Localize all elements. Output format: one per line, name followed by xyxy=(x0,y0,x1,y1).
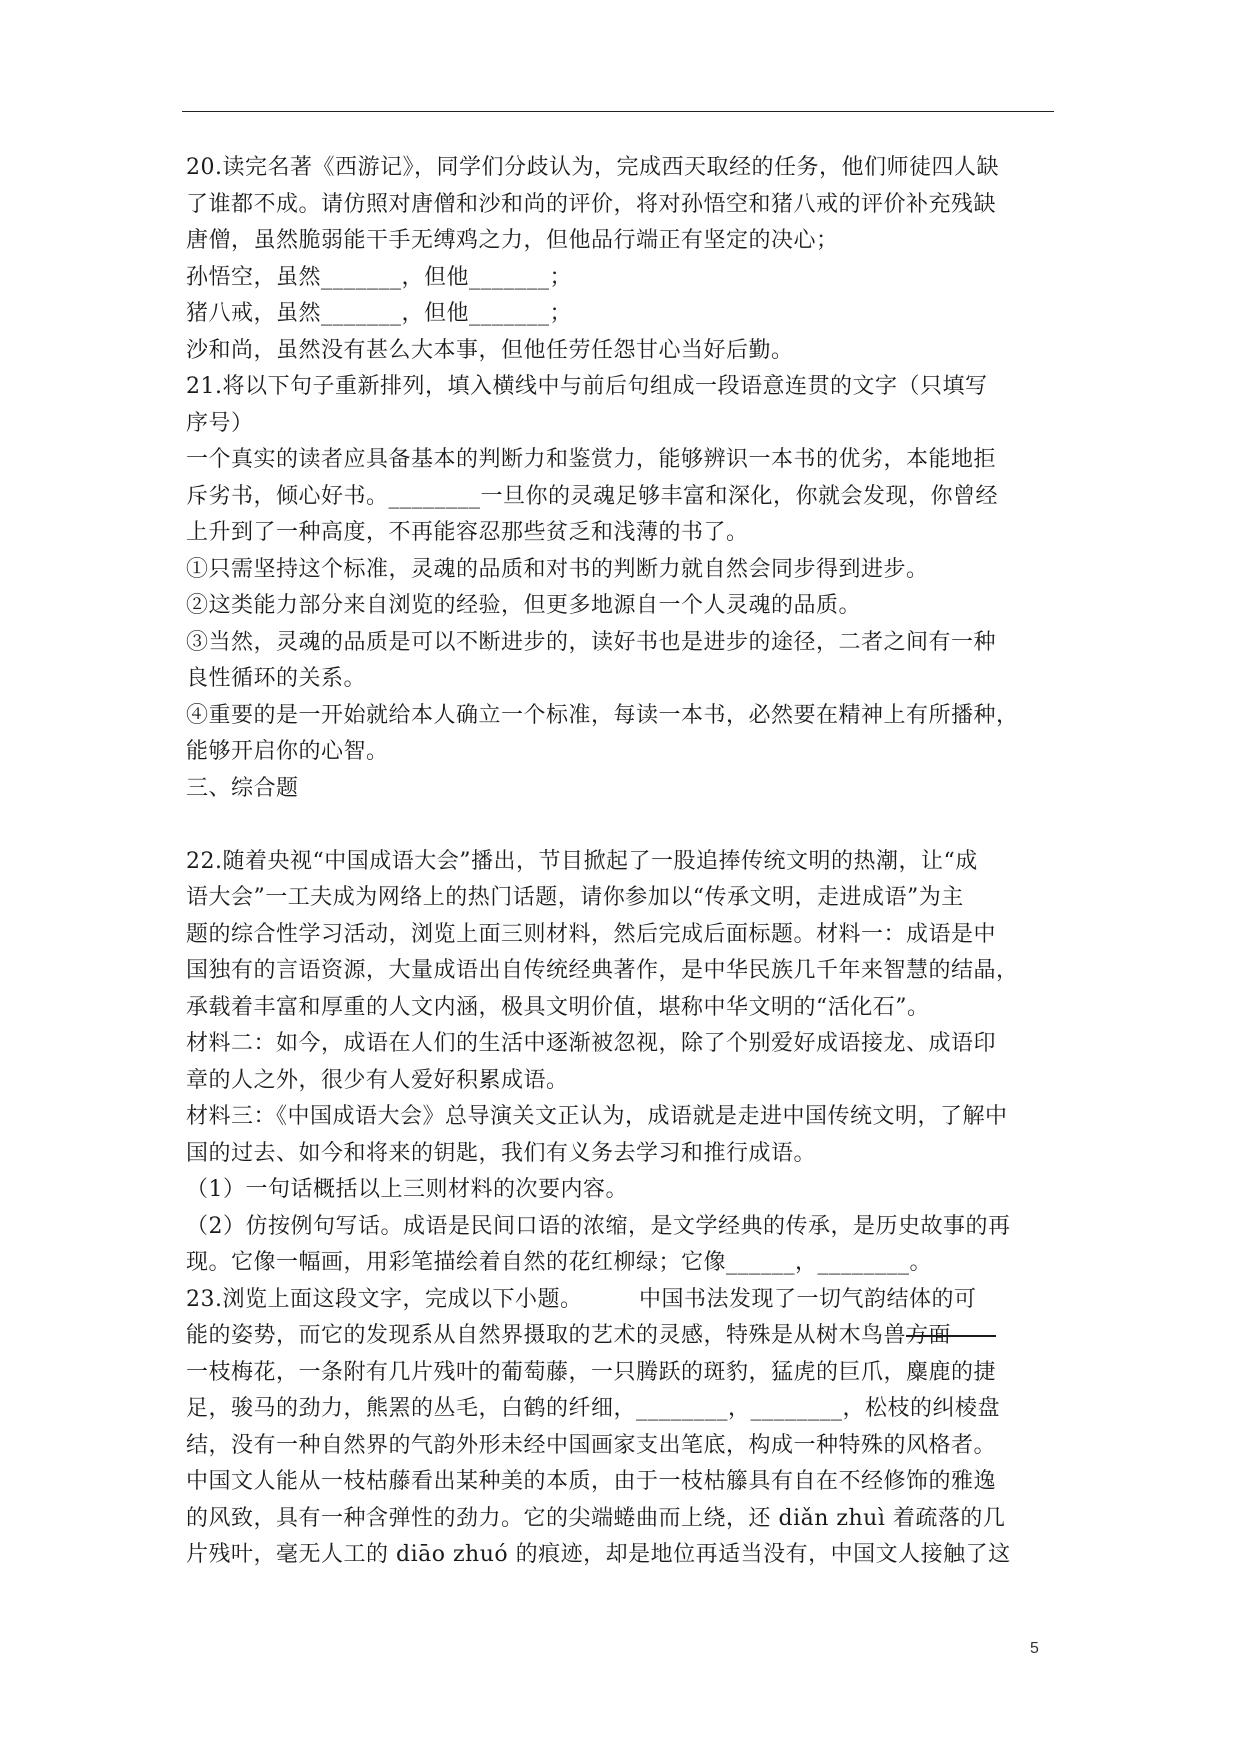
q21-option-4b: 能够开启你的心智。 xyxy=(186,739,389,764)
page-number: 5 xyxy=(1030,1640,1039,1657)
q21-option-3b: 良性循环的关系。 xyxy=(186,666,367,691)
q22-subq-2b: 现。它像一幅画，用彩笔描绘着自然的花红柳绿；它像______，________。 xyxy=(186,1250,933,1275)
q22-line-5: 承载着丰富和厚重的人文内涵，极具文明价值，堪称中华文明的“活化石”。 xyxy=(186,994,930,1020)
q21-line-5: 上升到了一种高度，不再能容忍那些贫乏和浅薄的书了。 xyxy=(186,520,749,545)
q20-line-2: 了谁都不成。请仿照对唐僧和沙和尚的评价，将对孙悟空和猪八戒的评价补充残缺 xyxy=(186,191,997,217)
q22-subq-1: （1）一句话概括以上三则材料的次要内容。 xyxy=(186,1177,628,1202)
q21-line-4: 斥劣书，倾心好书。________一旦你的灵魂足够丰富和深化，你就会发现，你曾经 xyxy=(186,483,999,509)
document-body xyxy=(186,150,1086,1574)
q21-option-2: ②这类能力部分来自浏览的经验，但更多地源自一个人灵魂的品质。 xyxy=(186,593,862,618)
q23-line-6: 中国文人能从一枝枯藤看出某种美的本质，由于一枝枯籐具有自在不经修饰的雅逸 xyxy=(186,1469,997,1494)
q20-line-1: 20.读完名著《西游记》，同学们分歧认为，完成西天取经的任务，他们师徒四人缺 xyxy=(186,155,999,180)
q22-line-3: 题的综合性学习活动，浏览上面三则材料，然后完成后面标题。材料一：成语是中 xyxy=(186,921,997,947)
q22-line-7: 章的人之外，很少有人爱好积累成语。 xyxy=(186,1067,569,1093)
q23-line-2 xyxy=(186,1318,1086,1355)
spacer xyxy=(186,807,1086,844)
q23-line-8: 片残叶，毫无人工的 diāo zhuó 的痕迹，却是地位再适当没有，中国文人接触了这 xyxy=(186,1542,1011,1567)
q23-line-4: 足，骏马的劲力，熊罴的丛毛，白鹤的纤细，________，________，松枝的纠棱盘 xyxy=(186,1396,1001,1421)
q20-line-5: 猪八戒，虽然_______，但他_______； xyxy=(186,301,573,326)
q23-line-5: 结，没有一种自然界的气韵外形未经中国画家支出笔底，构成一种特殊的风格者。 xyxy=(186,1432,997,1458)
q23-line-7: 的风致，具有一种含弹性的劲力。它的尖端蜷曲而上绕，还 diǎn zhuì 着疏落的几 xyxy=(186,1505,1006,1531)
q23-line-2-struck: 方面—— xyxy=(906,1323,997,1348)
q23-line-1: 23.浏览上面这段文字，完成以下小题。 中国书法发现了一切气韵结体的可 xyxy=(186,1286,977,1312)
q22-line-8: 材料三：《中国成语大会》总导演关文正认为，成语就是走进中国传统文明，了解中 xyxy=(186,1104,1008,1129)
q21-option-1: ①只需坚持这个标准，灵魂的品质和对书的判断力就自然会同步得到进步。 xyxy=(186,556,929,582)
q21-line-2: 序号） xyxy=(186,410,254,436)
q21-option-4a: ④重要的是一开始就给本人确立一个标准，每读一本书，必然要在精神上有所播种， xyxy=(186,702,1019,728)
q22-line-6: 材料二：如今，成语在人们的生活中逐渐被忽视，除了个别爱好成语接龙、成语印 xyxy=(186,1031,997,1056)
q21-option-3a: ③当然，灵魂的品质是可以不断进步的，读好书也是进步的途径，二者之间有一种 xyxy=(186,629,997,655)
q20-line-6: 沙和尚，虽然没有甚么大本事，但他任劳任怨甘心当好后勤。 xyxy=(186,337,794,363)
q22-line-2: 语大会”一工夫成为网络上的热门话题，请你参加以“传承文明，走进成语”为主 xyxy=(186,885,964,910)
q22-subq-2a: （2）仿按例句写话。成语是民间口语的浓缩，是文学经典的传承，是历史故事的再 xyxy=(186,1213,1011,1239)
q20-line-4: 孙悟空，虽然_______，但他_______； xyxy=(186,264,573,290)
q21-line-3: 一个真实的读者应具备基本的判断力和鉴赏力，能够辨识一本书的优劣，本能地拒 xyxy=(186,447,997,472)
q20-line-3: 唐僧，虽然脆弱能干手无缚鸡之力，但他品行端正有坚定的决心； xyxy=(186,228,839,253)
q21-line-1: 21.将以下句子重新排列，填入横线中与前后句组成一段语意连贯的文字（只填写 xyxy=(186,374,988,399)
q22-line-1: 22.随着央视“中国成语大会”播出，节目掀起了一股追捧传统文明的热潮，让“成 xyxy=(186,848,978,874)
section-heading: 三、综合题 xyxy=(186,775,299,801)
header-rule xyxy=(182,111,1054,112)
q22-line-9: 国的过去、如今和将来的钥匙，我们有义务去学习和推行成语。 xyxy=(186,1140,817,1166)
q23-line-3: 一枝梅花，一条附有几片残叶的葡萄藤，一只腾跃的斑豹，猛虎的巨爪，麋鹿的捷 xyxy=(186,1359,997,1385)
q23-line-2-text: 能的姿势，而它的发现系从自然界摄取的艺术的灵感，特殊是从树木鸟兽 xyxy=(186,1323,907,1348)
q22-line-4: 国独有的言语资源，大量成语出自传统经典著作，是中华民族几千年来智慧的结晶， xyxy=(186,958,1019,983)
